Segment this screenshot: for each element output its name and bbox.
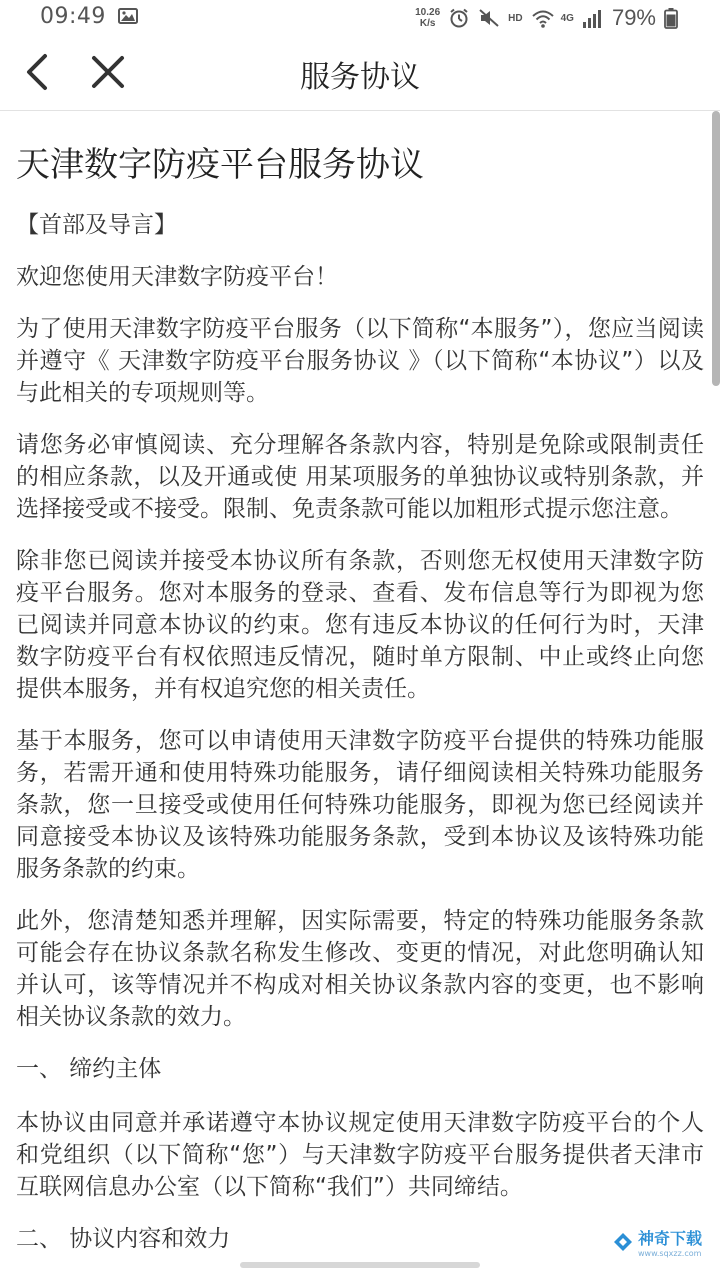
mute-icon xyxy=(478,7,500,29)
signal-icon xyxy=(582,7,604,29)
preamble-heading: 【首部及导言】 xyxy=(16,212,177,238)
wifi-icon xyxy=(531,7,553,29)
notice-paragraph: 请您务必审慎阅读、充分理解各条款内容，特别是免除或限制责任的相应条款，以及开通或使 用某项服务的单独协议或特别条款，并选择接受或不接受。限制、免责条款可能以加粗形式提示您注意。 xyxy=(16,432,704,522)
alarm-icon xyxy=(448,7,470,29)
status-time: 09:49 xyxy=(40,4,106,29)
chevron-left-icon xyxy=(18,50,58,94)
back-button[interactable] xyxy=(18,50,58,94)
battery-icon xyxy=(664,7,686,29)
close-icon xyxy=(88,52,128,92)
page-title: 服务协议 xyxy=(300,60,420,95)
intro-paragraph: 为了使用天津数字防疫平台服务（以下简称“本服务”），您应当阅读并遵守《 天津数字防疫平台服务协议 》（以下简称“本协议”）以及与此相关的专项规则等。 xyxy=(16,316,704,406)
close-button[interactable] xyxy=(88,52,128,92)
section-2-heading: 二、 协议内容和效力 xyxy=(16,1226,231,1252)
network-speed-value: 10.26 xyxy=(415,7,441,18)
title-bar xyxy=(0,36,720,111)
watermark-url: www.sqxzz.com xyxy=(637,1249,702,1258)
welcome-paragraph: 欢迎您使用天津数字防疫平台！ xyxy=(16,264,338,290)
document-title: 天津数字防疫平台服务协议 xyxy=(16,145,424,185)
watermark-text: 神奇下载 xyxy=(637,1229,702,1248)
acceptance-paragraph: 除非您已阅读并接受本协议所有条款，否则您无权使用天津数字防疫平台服务。您对本服务的登录、查看、发布信息等行为即视为您已阅读并同意本协议的约束。您有违反本协议的任何行为时，天津数字防疫平台有权依照违反情况，随时单方限制、中止或终止向您提供本服务，并有权追究您的相关责任。 xyxy=(16,548,704,702)
section-1-heading: 一、 缔约主体 xyxy=(16,1056,162,1082)
status-bar xyxy=(0,0,720,36)
agreement-content[interactable] xyxy=(0,111,720,1280)
status-icons xyxy=(415,4,686,32)
hd-label: HD xyxy=(508,12,523,24)
watermark-logo xyxy=(608,1224,706,1260)
agreement-body xyxy=(0,111,720,1255)
scrollbar[interactable] xyxy=(712,111,720,386)
brand-logo-icon xyxy=(612,1231,634,1253)
4g-label: 4G xyxy=(560,12,574,24)
special-service-paragraph: 基于本服务，您可以申请使用天津数字防疫平台提供的特殊功能服务，若需开通和使用特殊功能服务，请仔细阅读相关特殊功能服务条款，您一旦接受或使用任何特殊功能服务，即视为您已经阅读并同意接受本协议及该特殊功能服务条款，受到本协议及该特殊功能服务条款的约束。 xyxy=(16,728,704,882)
network-speed-unit: K/s xyxy=(419,18,436,29)
battery-percentage: 79% xyxy=(611,5,656,30)
parties-paragraph: 本协议由同意并承诺遵守本协议规定使用天津数字防疫平台的个人和党组织（以下简称“您”）与天津数字防疫平台服务提供者天津市互联网信息办公室（以下简称“我们”）共同缔结。 xyxy=(16,1110,704,1200)
watermark-text-group xyxy=(638,1226,702,1258)
image-notification-icon xyxy=(118,8,138,24)
network-speed xyxy=(415,7,440,29)
changes-paragraph: 此外，您清楚知悉并理解，因实际需要，特定的特殊功能服务条款可能会存在协议条款名称发生修改、变更的情况，对此您明确认知并认可，该等情况并不构成对相关协议条款内容的变更，也不影响相关协议条款的效力。 xyxy=(16,908,704,1030)
gesture-nav-handle[interactable] xyxy=(240,1262,480,1268)
